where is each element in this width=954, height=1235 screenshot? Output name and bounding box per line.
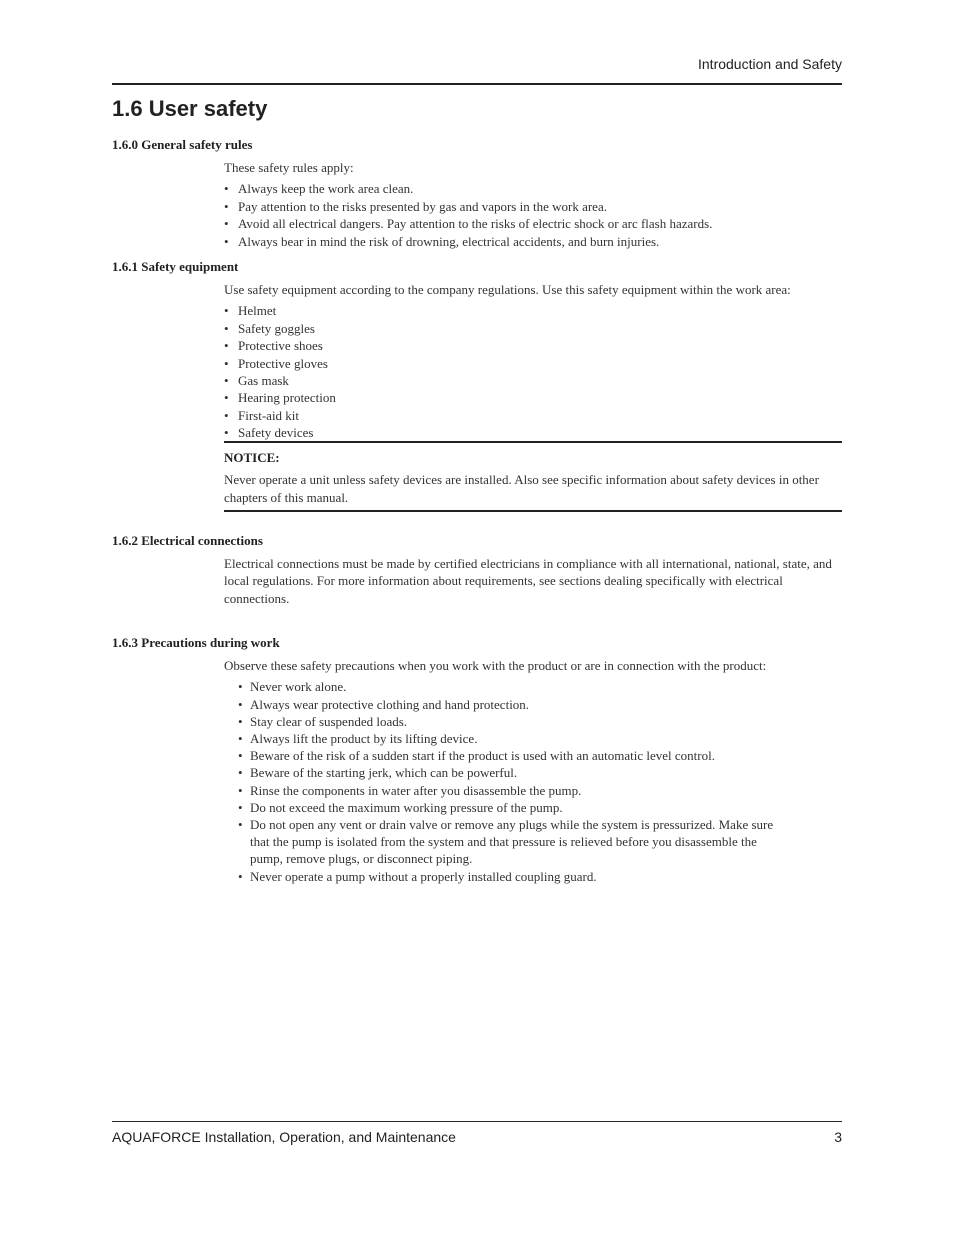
list-item-text: Rinse the components in water after you disassemble the pump. [250,782,582,798]
list-item [224,233,842,250]
list-item [224,678,784,695]
bullet-icon: • [224,390,229,406]
bullet-icon: • [238,782,243,798]
list-item [224,868,784,885]
header-divider [112,83,842,85]
list-item [224,782,784,799]
bullet-icon: • [238,765,243,781]
safety-equipment-list [224,302,842,441]
section-body-precautions [224,657,842,885]
list-item-text: Never operate a pump without a properly installed coupling guard. [250,868,597,884]
notice-title: NOTICE: [224,450,280,465]
section-body-electrical [224,555,842,607]
list-item [224,320,842,337]
section-heading-equipment: 1.6.1 Safety equipment [112,259,239,274]
list-item [224,372,842,389]
running-header: Introduction and Safety [698,56,842,72]
section-intro: These safety rules apply: [224,160,354,175]
list-item-text: Protective gloves [238,355,328,371]
list-item [224,407,842,424]
list-item-text: Avoid all electrical dangers. Pay attention to the risks of electric shock or arc flash hazards. [238,216,713,232]
list-item [224,730,784,747]
list-item [224,355,842,372]
footer-divider [112,1121,842,1122]
list-item [224,180,842,197]
list-item [224,816,784,868]
bullet-icon: • [224,303,229,319]
list-item-text: Beware of the risk of a sudden start if the product is used with an automatic level control. [250,748,715,764]
bullet-icon: • [224,216,229,232]
section-heading-general: 1.6.0 General safety rules [112,137,253,152]
list-item [224,713,784,730]
list-item [224,696,784,713]
bullet-icon: • [224,407,229,423]
bullet-icon: • [238,868,243,884]
section-body-general [224,159,842,250]
list-item [224,424,842,441]
section-intro: Observe these safety precautions when you work with the product or are in connection with the product: [224,658,767,673]
list-item-text: Always lift the product by its lifting device. [250,731,478,747]
list-item [224,747,784,764]
list-item-text: Do not exceed the maximum working pressure of the pump. [250,799,563,815]
list-item-text: First-aid kit [238,407,300,423]
list-item-text: Pay attention to the risks presented by gas and vapors in the work area. [238,198,607,214]
page-number: 3 [834,1129,842,1145]
list-item [224,215,842,232]
list-item-text: Beware of the starting jerk, which can be powerful. [250,765,518,781]
bullet-icon: • [224,355,229,371]
bullet-icon: • [238,713,243,729]
list-item-text: Gas mask [238,372,289,388]
list-item [224,302,842,319]
list-item-text: Protective shoes [238,338,323,354]
bullet-icon: • [238,748,243,764]
section-heading-precautions: 1.6.3 Precautions during work [112,635,280,650]
bullet-icon: • [224,181,229,197]
list-item-text: Never work alone. [250,679,347,695]
list-item-text: Safety goggles [238,320,315,336]
list-item-text: Helmet [238,303,277,319]
section-text: Electrical connections must be made by certified electricians in compliance with all international, national, state, and local regulations. For more information about requirements, see sections dealing specifically with electrical connections. [224,556,832,606]
list-item [224,799,784,816]
page-title: 1.6 User safety [112,96,268,121]
bullet-icon: • [238,696,243,712]
list-item-text: Safety devices [238,425,314,441]
list-item [224,337,842,354]
section-intro: Use safety equipment according to the company regulations. Use this safety equipment within the work area: [224,282,791,297]
bullet-icon: • [224,338,229,354]
list-item-text: Always bear in mind the risk of drowning, electrical accidents, and burn injuries. [238,233,660,249]
list-item-text: Do not open any vent or drain valve or remove any plugs while the system is pressurized. Make sure that the pump is isolated from the system and that pressure is relieved before you disassemble the pump, remove plugs, or disconnect piping. [250,817,774,867]
bullet-icon: • [224,372,229,388]
bullet-icon: • [224,425,229,441]
list-item [224,198,842,215]
bullet-icon: • [238,799,243,815]
bullet-icon: • [238,679,243,695]
general-rules-list [224,180,842,250]
list-item [224,764,784,781]
list-item-text: Always wear protective clothing and hand protection. [250,696,530,712]
bullet-icon: • [224,198,229,214]
list-item-text: Hearing protection [238,390,336,406]
section-body-equipment [224,281,842,442]
footer-title: AQUAFORCE Installation, Operation, and Maintenance [112,1129,456,1145]
bullet-icon: • [238,731,243,747]
notice-box [224,441,842,512]
section-heading-electrical: 1.6.2 Electrical connections [112,533,263,548]
notice-text: Never operate a unit unless safety devices are installed. Also see specific information about safety devices in other chapters of this manual. [224,472,819,505]
bullet-icon: • [224,233,229,249]
list-item [224,389,842,406]
bullet-icon: • [224,320,229,336]
list-item-text: Stay clear of suspended loads. [250,713,408,729]
precautions-list [224,678,784,884]
bullet-icon: • [238,817,243,833]
list-item-text: Always keep the work area clean. [238,181,414,197]
